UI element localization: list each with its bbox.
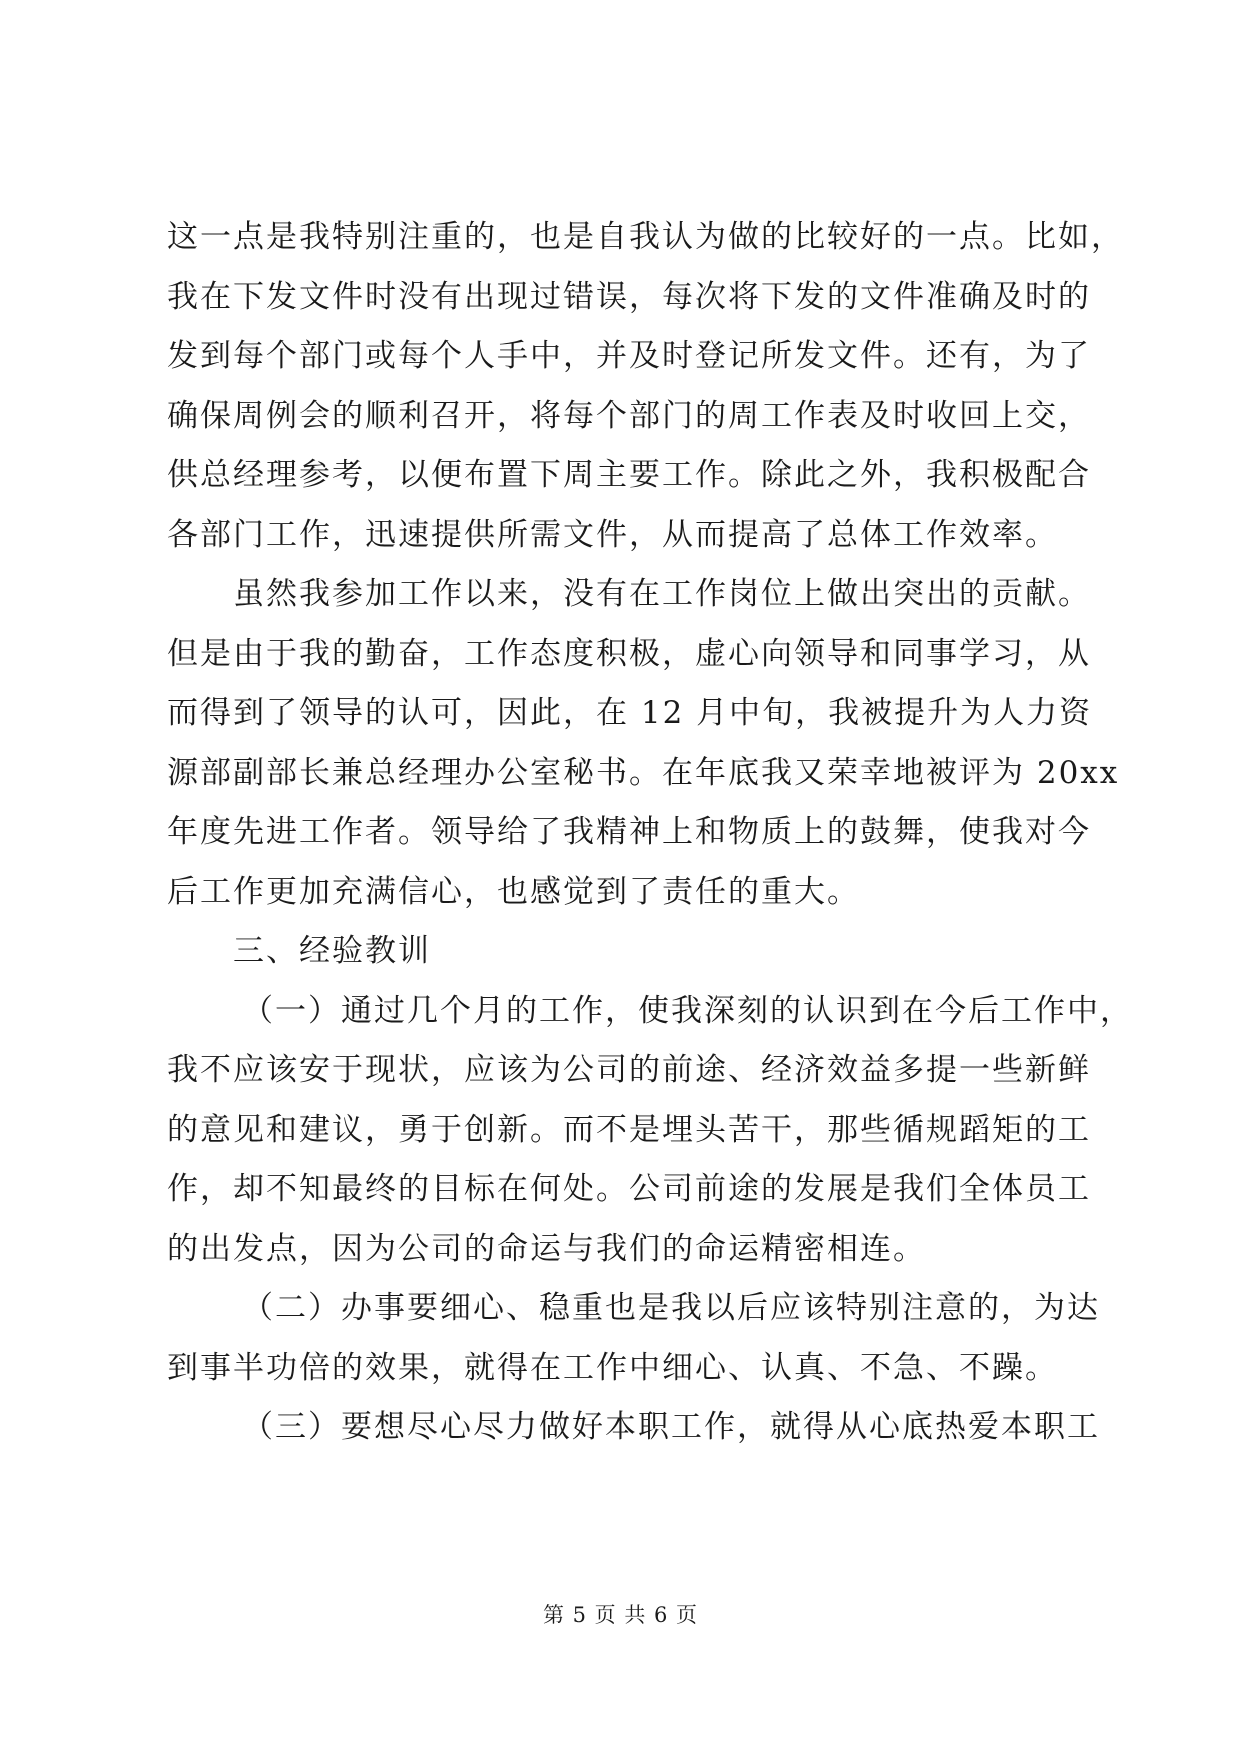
body-line: 我在下发文件时没有出现过错误，每次将下发的文件准确及时的 bbox=[167, 278, 1091, 315]
paragraph-first-line: （一）通过几个月的工作，使我深刻的认识到在今后工作中， bbox=[242, 992, 1133, 1029]
body-line: 到事半功倍的效果，就得在工作中细心、认真、不急、不躁。 bbox=[167, 1349, 1058, 1386]
body-line: 后工作更加充满信心，也感觉到了责任的重大。 bbox=[167, 873, 860, 910]
body-line: 确保周例会的顺利召开，将每个部门的周工作表及时收回上交， bbox=[167, 397, 1091, 434]
body-line: 作，却不知最终的目标在何处。公司前途的发展是我们全体员工 bbox=[167, 1171, 1091, 1207]
page-number-footer: 第 5 页 共 6 页 bbox=[542, 1603, 699, 1627]
body-line: 年度先进工作者。领导给了我精神上和物质上的鼓舞，使我对今 bbox=[167, 814, 1091, 850]
paragraph-first-line: （三）要想尽心尽力做好本职工作，就得从心底热爱本职工 bbox=[242, 1409, 1100, 1445]
section-heading: 三、经验教训 bbox=[233, 933, 431, 969]
body-line: 发到每个部门或每个人手中，并及时登记所发文件。还有，为了 bbox=[167, 338, 1091, 374]
body-line: 我不应该安于现状，应该为公司的前途、经济效益多提一些新鲜 bbox=[167, 1052, 1091, 1088]
body-line: 供总经理参考，以便布置下周主要工作。除此之外，我积极配合 bbox=[167, 457, 1091, 493]
body-line: 源部副部长兼总经理办公室秘书。在年底我又荣幸地被评为 20xx bbox=[167, 754, 1120, 791]
body-line: 各部门工作，迅速提供所需文件，从而提高了总体工作效率。 bbox=[167, 516, 1058, 553]
body-line: 这一点是我特别注重的，也是自我认为做的比较好的一点。比如， bbox=[167, 219, 1124, 255]
body-line: 的出发点，因为公司的命运与我们的命运精密相连。 bbox=[167, 1230, 926, 1267]
body-line: 但是由于我的勤奋，工作态度积极，虚心向领导和同事学习，从 bbox=[167, 635, 1091, 672]
document-body bbox=[167, 208, 1133, 1458]
body-line: 的意见和建议，勇于创新。而不是埋头苦干，那些循规蹈矩的工 bbox=[167, 1111, 1091, 1148]
paragraph-first-line: （二）办事要细心、稳重也是我以后应该特别注意的，为达 bbox=[242, 1290, 1100, 1326]
paragraph-first-line: 虽然我参加工作以来，没有在工作岗位上做出突出的贡献。 bbox=[233, 576, 1091, 612]
body-line: 而得到了领导的认可，因此，在 12 月中旬，我被提升为人力资 bbox=[167, 695, 1093, 731]
